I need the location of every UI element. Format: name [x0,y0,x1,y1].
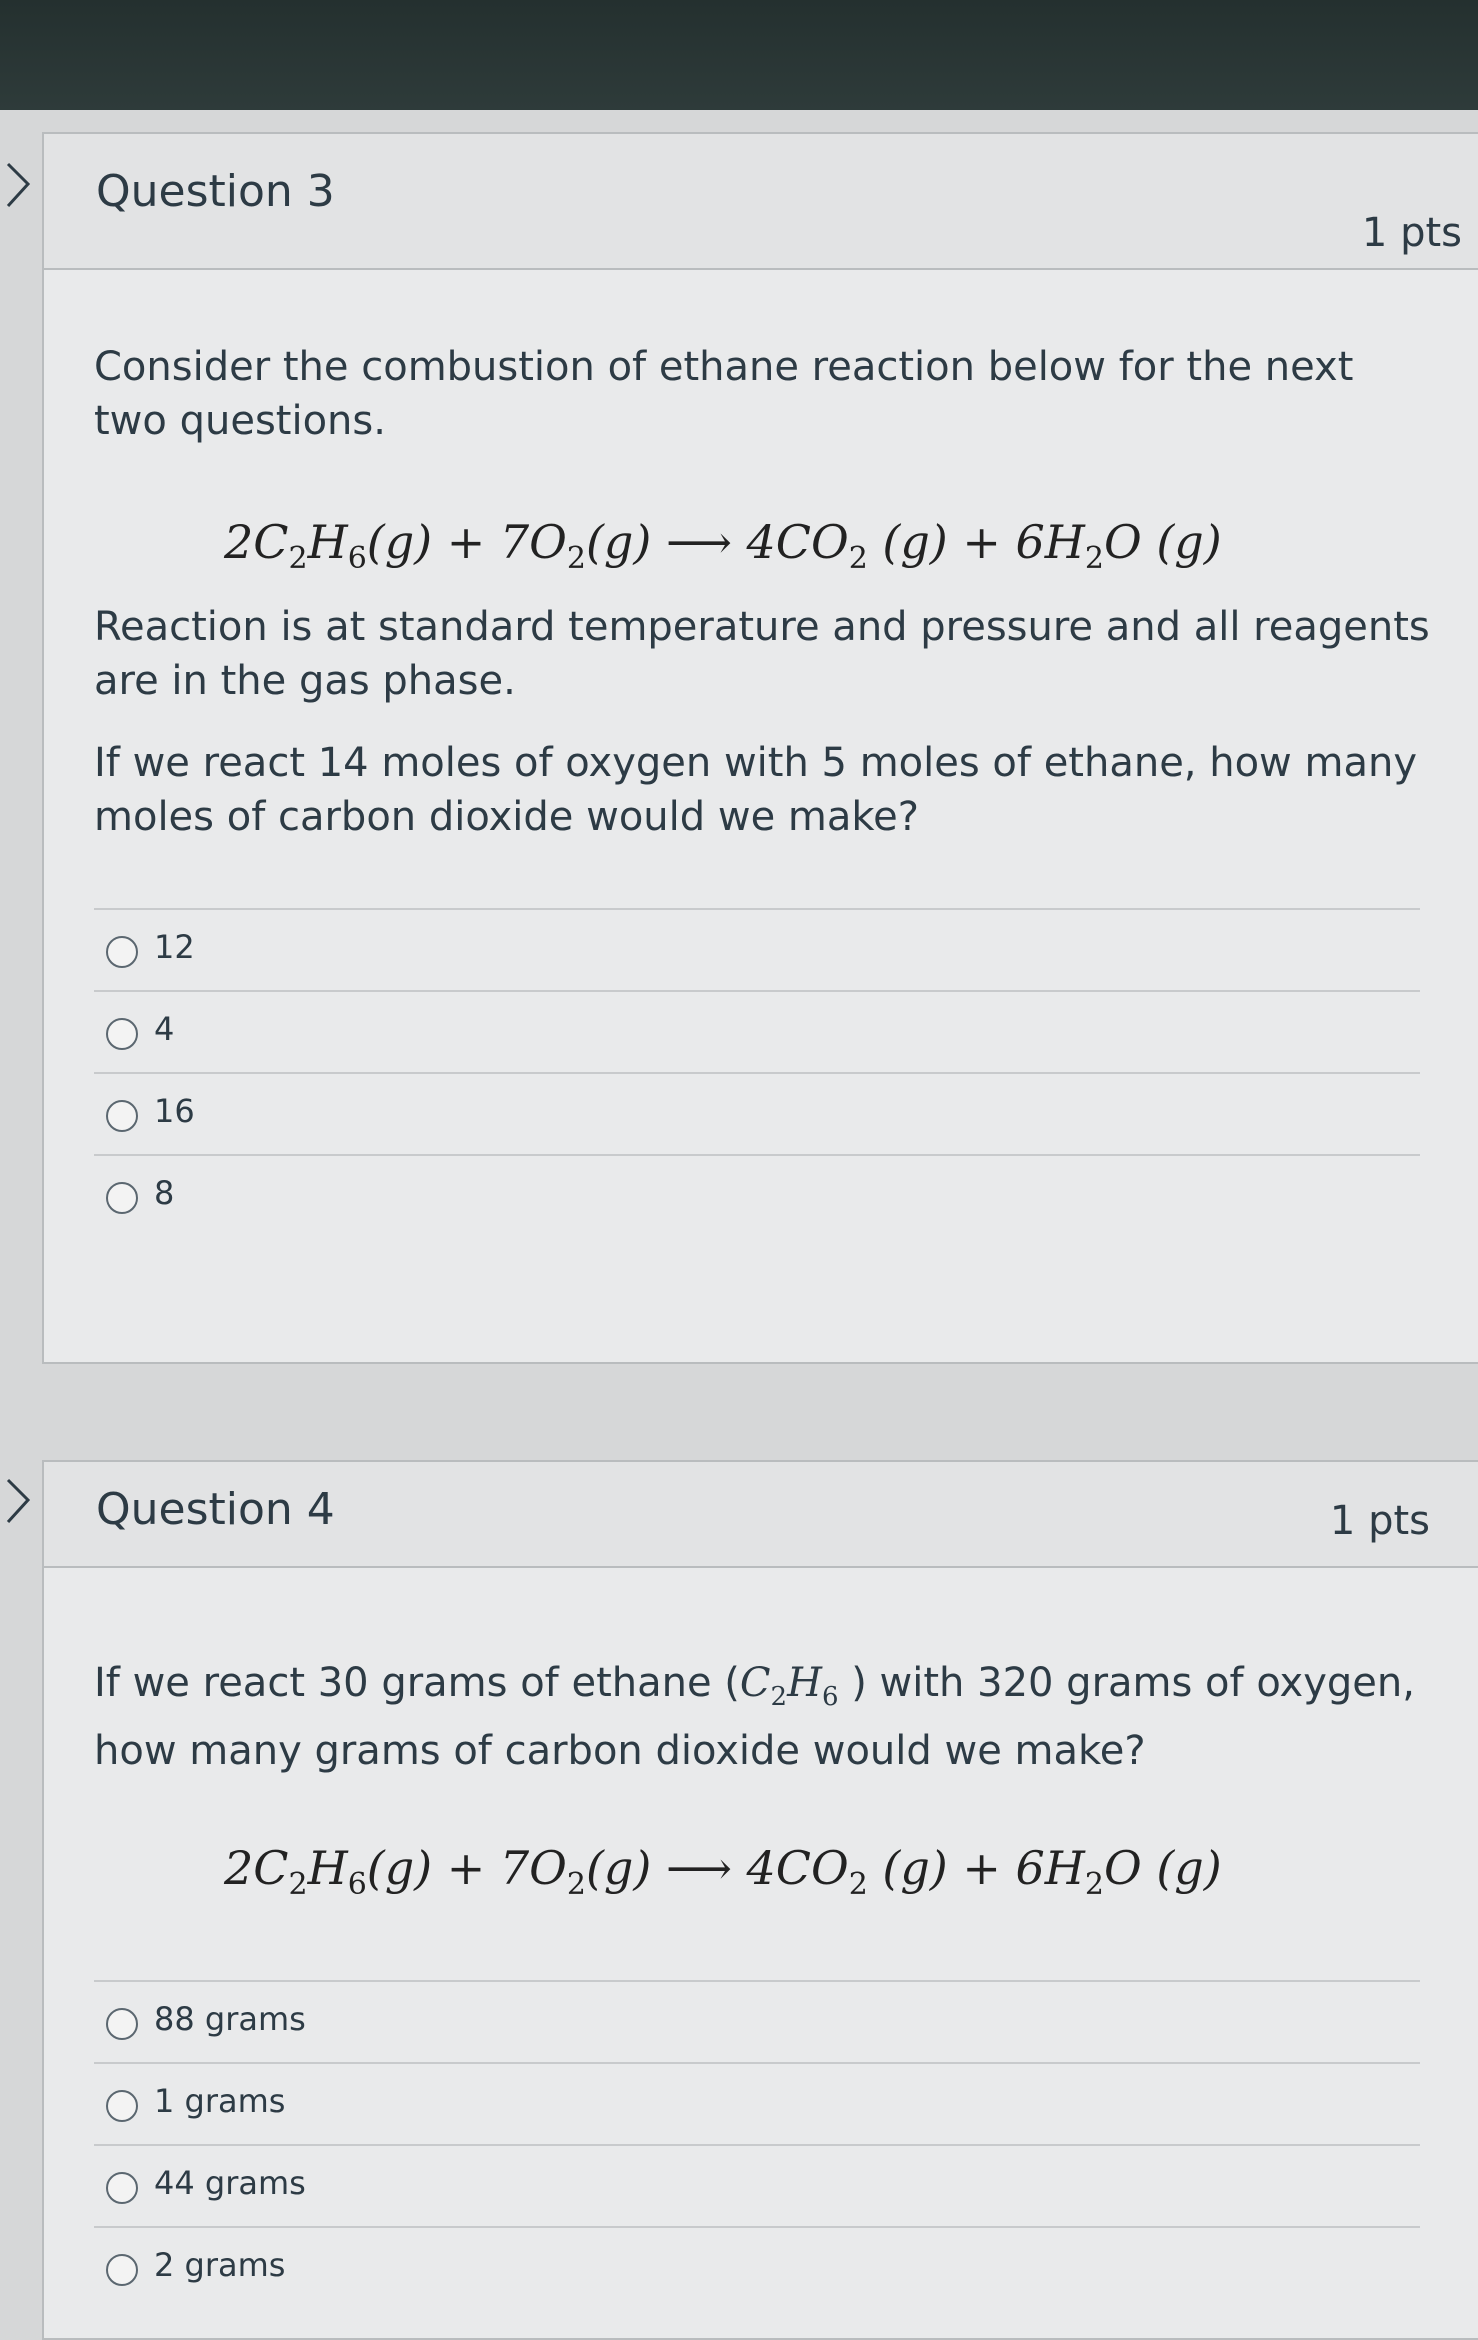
question-prompt: If we react 14 moles of oxygen with 5 moles of ethane, how many moles of carbon dioxide would we make? [94,740,1417,840]
eq-term: (g) ⟶ 4CO [585,1841,849,1895]
question-points: 1 pts [1361,210,1462,256]
answer-option[interactable] [94,2226,1420,2308]
question-body [44,1656,1478,2308]
eq-term: (g) + 7O [366,1841,567,1895]
eq-sub: 2 [288,541,308,577]
eq-term: 2C [224,1841,289,1895]
answer-option[interactable] [94,1980,1420,2062]
eq-sub: 2 [1084,541,1105,577]
radio-unchecked-icon[interactable] [106,2008,138,2040]
formula-term: C [739,1660,771,1706]
eq-term: H [307,1841,348,1895]
question-3 [42,132,1478,1364]
prompt-text: If we react 30 grams of ethane ( [94,1660,740,1706]
answer-label: 1 grams [154,2082,286,2120]
eq-term: 2C [224,515,289,569]
radio-unchecked-icon[interactable] [106,2090,138,2122]
answer-list [94,908,1430,1236]
question-header [44,1462,1478,1568]
browser-top-bar [0,0,1478,110]
eq-term: O (g) [1104,515,1222,569]
question-4 [42,1460,1478,2340]
answer-label: 8 [154,1174,175,1212]
eq-term: (g) ⟶ 4CO [585,515,849,569]
eq-sub: 2 [566,541,586,577]
answer-label: 16 [154,1092,195,1130]
radio-unchecked-icon[interactable] [106,2254,138,2286]
chevron-right-icon[interactable] [2,160,36,210]
eq-sub: 2 [848,541,868,577]
answer-list [94,1980,1430,2308]
formula-sub: 6 [821,1682,839,1712]
question-intro: Consider the combustion of ethane reaction below for the next two questions. [94,344,1354,444]
answer-label: 44 grams [154,2164,306,2202]
reaction-equation [94,1826,1430,1910]
eq-term: (g) + 7O [366,515,567,569]
answer-label: 4 [154,1010,175,1048]
eq-term: O (g) [1104,1841,1222,1895]
question-conditions: Reaction is at standard temperature and pressure and all reagents are in the gas phase. [94,604,1430,704]
chevron-right-icon[interactable] [2,1476,36,1526]
answer-option[interactable] [94,990,1420,1072]
question-points: 1 pts [1329,1498,1430,1544]
question-header [44,134,1478,270]
question-title: Question 4 [96,1484,335,1535]
eq-sub: 2 [288,1867,308,1903]
radio-unchecked-icon[interactable] [106,1100,138,1132]
answer-option[interactable] [94,2144,1420,2226]
eq-sub: 2 [848,1867,868,1903]
eq-term: (g) + 6H [867,515,1085,569]
answer-label: 88 grams [154,2000,306,2038]
answer-label: 12 [154,928,195,966]
formula-sub: 2 [770,1682,788,1712]
answer-option[interactable] [94,2062,1420,2144]
eq-sub: 2 [566,1867,586,1903]
ethane-formula [739,1660,839,1712]
radio-unchecked-icon[interactable] [106,1182,138,1214]
answer-option[interactable] [94,1154,1420,1236]
eq-sub: 2 [1084,1867,1105,1903]
radio-unchecked-icon[interactable] [106,1018,138,1050]
radio-unchecked-icon[interactable] [106,2172,138,2204]
answer-option[interactable] [94,908,1420,990]
eq-sub: 6 [347,541,367,577]
prompt-text: ) with 320 grams of oxygen, how many grams of carbon dioxide would we make? [94,1660,1415,1774]
eq-sub: 6 [347,1867,367,1903]
radio-unchecked-icon[interactable] [106,936,138,968]
question-body [44,340,1478,1236]
eq-term: H [307,515,348,569]
answer-label: 2 grams [154,2246,286,2284]
question-title: Question 3 [96,166,335,217]
formula-term: H [787,1660,822,1706]
reaction-equation [94,500,1430,584]
eq-term: (g) + 6H [867,1841,1085,1895]
answer-option[interactable] [94,1072,1420,1154]
question-prompt [94,1656,1430,1778]
